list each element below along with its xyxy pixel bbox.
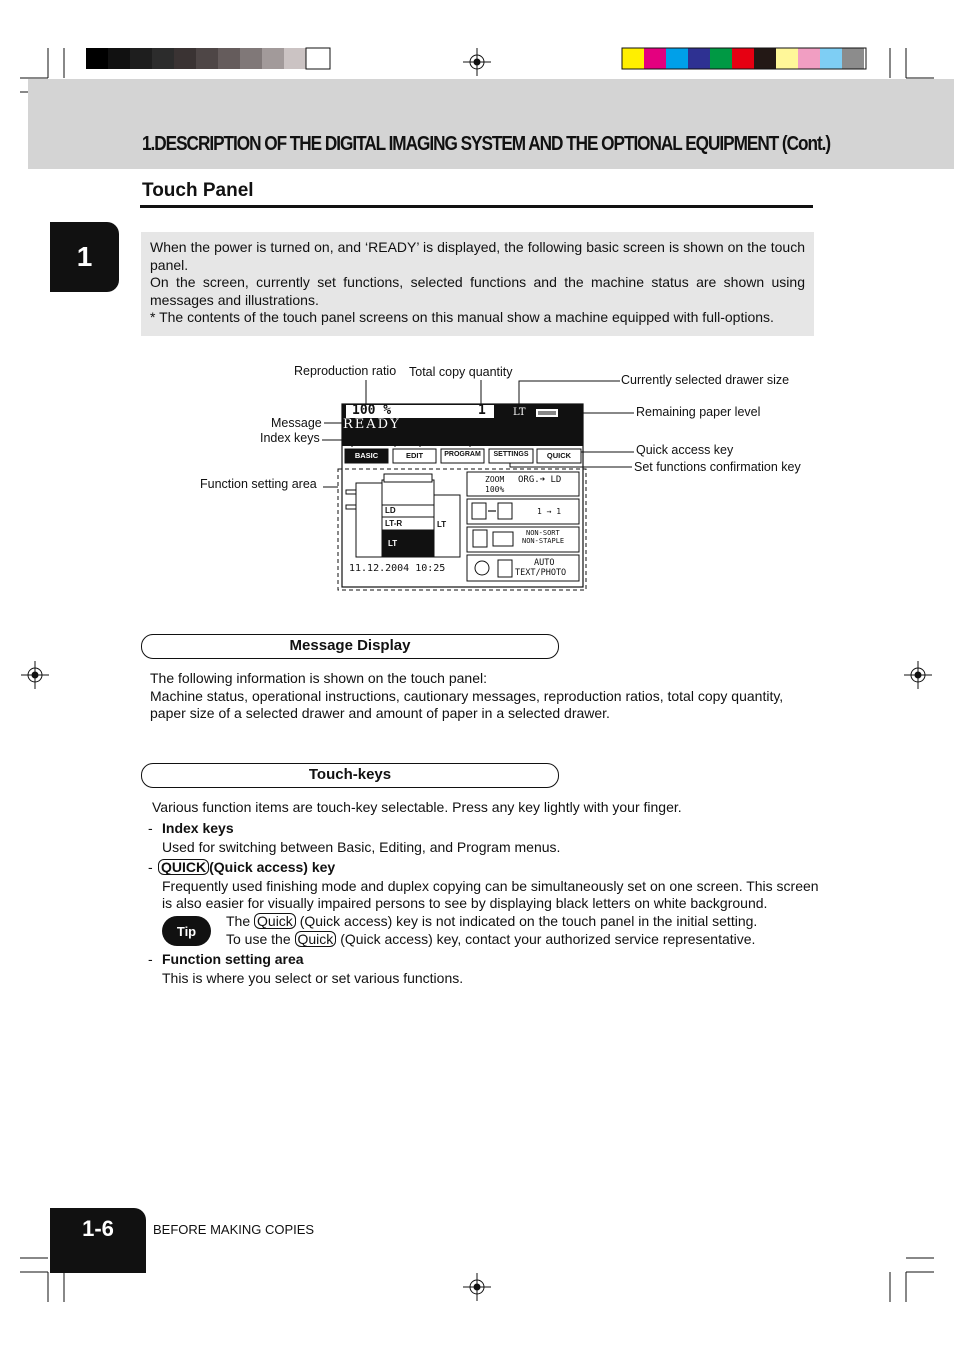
tip-text: (Quick access) key, contact your authorized service representative. <box>340 931 756 947</box>
tip-badge: Tip <box>162 916 211 946</box>
drawer-label[interactable]: LT-R <box>385 519 403 528</box>
screen-message: READY <box>343 417 401 432</box>
callout-drawer-size: Currently selected drawer size <box>621 373 790 387</box>
tab-settings[interactable]: SETTINGS <box>493 451 529 458</box>
callout-set-functions-key: Set functions confirmation key <box>634 460 801 474</box>
screen-quantity: 1 <box>478 403 486 418</box>
tip-quick-key-box: Quick <box>295 931 337 947</box>
index-keys-desc: Used for switching between Basic, Editing, and Program menus. <box>162 839 561 855</box>
chapter-tab: 1 <box>50 222 119 292</box>
callout-remaining-paper: Remaining paper level <box>636 405 761 419</box>
quick-key-title: (Quick access) key <box>209 859 336 875</box>
page-number: 1-6 <box>50 1208 146 1273</box>
page-title: 1.DESCRIPTION OF THE DIGITAL IMAGING SYSTEM AND THE OPTIONAL EQUIPMENT (Cont.) <box>142 133 831 155</box>
zoom-value[interactable]: 100% <box>485 485 505 494</box>
index-keys-title: Index keys <box>162 820 234 836</box>
zoom-label: ZOOM <box>485 475 505 484</box>
touch-keys-intro: Various function items are touch-key selectable. Press any key lightly with your finger. <box>152 799 682 815</box>
tab-basic[interactable]: BASIC <box>354 451 379 460</box>
message-display-line: The following information is shown on the touch panel: <box>150 670 487 686</box>
bypass-label[interactable]: LT <box>437 520 447 529</box>
callout-function-setting-area: Function setting area <box>200 477 317 491</box>
exposure-line2[interactable]: TEXT/PHOTO <box>515 568 567 578</box>
exposure-line1[interactable]: AUTO <box>534 558 555 568</box>
screen-ratio: 100 % <box>352 403 392 418</box>
intro-paragraph: When the power is turned on, and ‘READY’ is displayed, the following basic screen is shown on the touch panel. <box>150 239 805 273</box>
message-display-line: paper size of a selected drawer and amount of paper in a selected drawer. <box>150 705 610 721</box>
bullet: - <box>148 951 153 967</box>
quick-desc-line: is also easier for visually impaired persons to see by displaying black letters on white background. <box>162 895 768 911</box>
touch-keys-heading: Touch-keys <box>141 763 559 788</box>
tip-text: (Quick access) key is not indicated on the touch panel in the initial setting. <box>299 913 758 929</box>
finish-line2[interactable]: NON-STAPLE <box>522 537 565 545</box>
tip-text: To use the <box>226 931 291 947</box>
section-title: Touch Panel <box>142 180 254 201</box>
drawer-label[interactable]: LT <box>388 539 398 548</box>
org-label[interactable]: ORG.➜ LD <box>518 475 562 485</box>
tip-quick-key-box: Quick <box>254 913 296 929</box>
message-display-line: Machine status, operational instructions, cautionary messages, reproduction ratios, total copy quantity, <box>150 688 784 704</box>
callout-message: Message <box>271 416 322 430</box>
callout-quick-access-key: Quick access key <box>636 443 734 457</box>
bullet: - <box>148 820 153 836</box>
message-display-heading: Message Display <box>141 634 559 659</box>
function-area-title: Function setting area <box>162 951 304 967</box>
screen-drawer: LT <box>513 407 526 418</box>
duplex-label[interactable]: 1 → 1 <box>537 507 562 516</box>
callout-reproduction-ratio: Reproduction ratio <box>294 364 397 378</box>
intro-paragraph: On the screen, currently set functions, selected functions and the machine status are shown using messages and illustrations. <box>150 274 805 308</box>
intro-paragraph: * The contents of the touch panel screens on this manual show a machine equipped with full-options. <box>150 309 774 325</box>
callout-index-keys: Index keys <box>260 431 320 445</box>
screen-datetime: 11.12.2004 10:25 <box>349 563 446 574</box>
bullet: - <box>148 859 153 875</box>
tab-program[interactable]: PROGRAM <box>444 451 481 458</box>
touch-panel-diagram <box>0 0 954 620</box>
finish-line1[interactable]: NON-SORT <box>526 529 560 537</box>
function-area-desc: This is where you select or set various functions. <box>162 970 464 986</box>
quick-desc-line: Frequently used finishing mode and duplex copying can be simultaneously set on one screen. This screen <box>162 878 819 894</box>
tip-text: The <box>226 913 251 929</box>
tab-quick[interactable]: QUICK <box>546 451 572 460</box>
callout-total-copy-quantity: Total copy quantity <box>409 365 513 379</box>
drawer-label[interactable]: LD <box>385 506 396 515</box>
footer-section-name: BEFORE MAKING COPIES <box>153 1222 315 1237</box>
tab-edit[interactable]: EDIT <box>405 451 424 460</box>
quick-key-box: QUICK <box>158 859 209 875</box>
